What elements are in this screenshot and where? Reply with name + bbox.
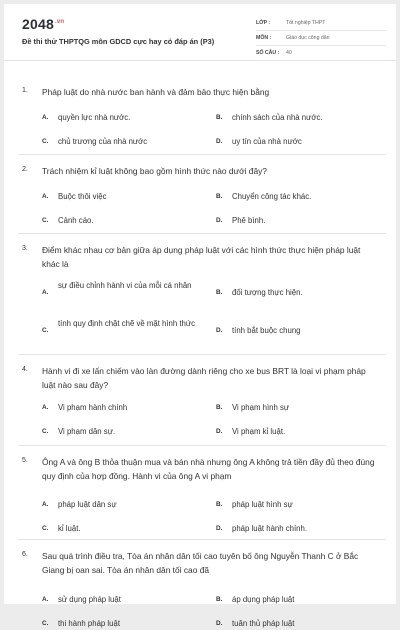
- question-number: 5.: [22, 457, 28, 464]
- option-text: tính bắt buộc chung: [232, 326, 301, 335]
- option-letter: B.: [216, 501, 223, 508]
- option-text: Phê bình.: [232, 216, 266, 225]
- exam-header: [4, 4, 396, 61]
- option-text: áp dụng pháp luật: [232, 595, 295, 604]
- meta-value: Giáo dục công dân: [286, 35, 330, 41]
- meta-label: MÔN :: [256, 35, 272, 41]
- option-text: Chuyển công tác khác.: [232, 192, 312, 201]
- option-letter: A.: [42, 501, 49, 508]
- question-divider: [18, 233, 386, 234]
- meta-value: 40: [286, 50, 292, 56]
- option-letter: A.: [42, 596, 49, 603]
- question-text: Điểm khác nhau cơ bản giữa áp dụng pháp luật với các hình thức thực hiện pháp luật khác là: [42, 245, 361, 269]
- question-text: Hành vi đi xe lấn chiếm vào làn đường dành riêng cho xe bus BRT là loại vi phạm pháp luật nào sau đây?: [42, 366, 366, 390]
- option-text: pháp luật hình sự: [232, 500, 293, 509]
- option-letter: D.: [216, 428, 223, 435]
- logo-suffix: .vn: [54, 19, 65, 26]
- question-text: Trách nhiệm kỉ luật không bao gồm hình thức nào dưới đây?: [42, 166, 267, 176]
- option-text: Cảnh cáo.: [58, 216, 94, 225]
- question-number: 6.: [22, 551, 28, 558]
- question-number: 4.: [22, 366, 28, 373]
- meta-label: SỐ CÂU :: [256, 50, 280, 56]
- option-letter: D.: [216, 525, 223, 532]
- logo-text: 2048: [22, 16, 54, 32]
- option-text: Vi phạm hình sự: [232, 403, 290, 412]
- option-letter: C.: [42, 525, 49, 532]
- option-letter: B.: [216, 289, 223, 296]
- option-letter: C.: [42, 327, 49, 334]
- option-text: đối tượng thực hiện.: [232, 288, 303, 297]
- exam-title: Đề thi thử THPTQG môn GDCD cực hay có đáp án (P3): [22, 37, 215, 46]
- option-letter: A.: [42, 404, 49, 411]
- meta-value: Tốt nghiệp THPT: [286, 20, 326, 26]
- option-text: Buộc thôi việc: [58, 192, 107, 201]
- option-letter: A.: [42, 114, 49, 121]
- option-letter: C.: [42, 217, 49, 224]
- option-letter: B.: [216, 193, 223, 200]
- question-number: 2.: [22, 166, 28, 173]
- option-letter: C.: [42, 620, 49, 627]
- option-text: Vi phạm hành chính: [58, 403, 128, 412]
- option-text: Vi phạm dân sự.: [58, 427, 116, 436]
- option-letter: B.: [216, 114, 223, 121]
- question-number: 3.: [22, 245, 28, 252]
- option-letter: D.: [216, 327, 223, 334]
- option-text: sự điều chỉnh hành vi của mỗi cá nhân: [58, 281, 192, 290]
- meta-row-subject: [256, 31, 386, 46]
- question-divider: [18, 539, 386, 540]
- question-divider: [18, 154, 386, 155]
- question-text: Sau quá trình điều tra, Tòa án nhân dân tối cao tuyên bố ông Nguyễn Thanh C ở Bắc Giang bị oan sai. Tòa án nhân dân tối cao đã: [42, 551, 359, 575]
- option-letter: D.: [216, 138, 223, 145]
- option-text: kỉ luật.: [58, 524, 81, 533]
- option-letter: D.: [216, 620, 223, 627]
- meta-row-count: [256, 46, 386, 61]
- exam-page: [4, 4, 396, 628]
- option-letter: A.: [42, 289, 49, 296]
- site-logo[interactable]: [22, 16, 64, 32]
- option-text: quyền lực nhà nước.: [58, 113, 131, 122]
- option-letter: A.: [42, 193, 49, 200]
- exam-meta: [256, 16, 386, 61]
- option-text: uy tín của nhà nước: [232, 137, 302, 146]
- option-text: Vi phạm kỉ luật.: [232, 427, 286, 436]
- meta-label: LỚP :: [256, 20, 271, 26]
- meta-row-grade: [256, 16, 386, 31]
- option-text: chủ trương của nhà nước: [58, 137, 148, 146]
- option-text: thi hành pháp luật: [58, 619, 120, 628]
- option-text: pháp luật hành chính.: [232, 524, 307, 533]
- option-letter: B.: [216, 404, 223, 411]
- option-text: pháp luật dân sự: [58, 500, 117, 509]
- question-divider: [18, 445, 386, 446]
- question-text: Pháp luật do nhà nước ban hành và đảm bảo thực hiện bằng: [42, 87, 270, 97]
- question-number: 1.: [22, 87, 28, 94]
- option-letter: C.: [42, 428, 49, 435]
- option-text: tính quy định chặt chẽ về mặt hình thức: [58, 319, 195, 328]
- option-letter: B.: [216, 596, 223, 603]
- option-text: chính sách của nhà nước.: [232, 113, 323, 122]
- option-text: sử dụng pháp luật: [58, 595, 121, 604]
- option-text: tuân thủ pháp luật: [232, 619, 295, 628]
- option-letter: D.: [216, 217, 223, 224]
- question-divider: [18, 354, 386, 355]
- option-letter: C.: [42, 138, 49, 145]
- question-text: Ông A và ông B thỏa thuận mua và bán nhà nhưng ông A không trả tiền đầy đủ theo đúng quy định của hợp đồng. Hành vi của ông A vi phạm: [42, 457, 375, 481]
